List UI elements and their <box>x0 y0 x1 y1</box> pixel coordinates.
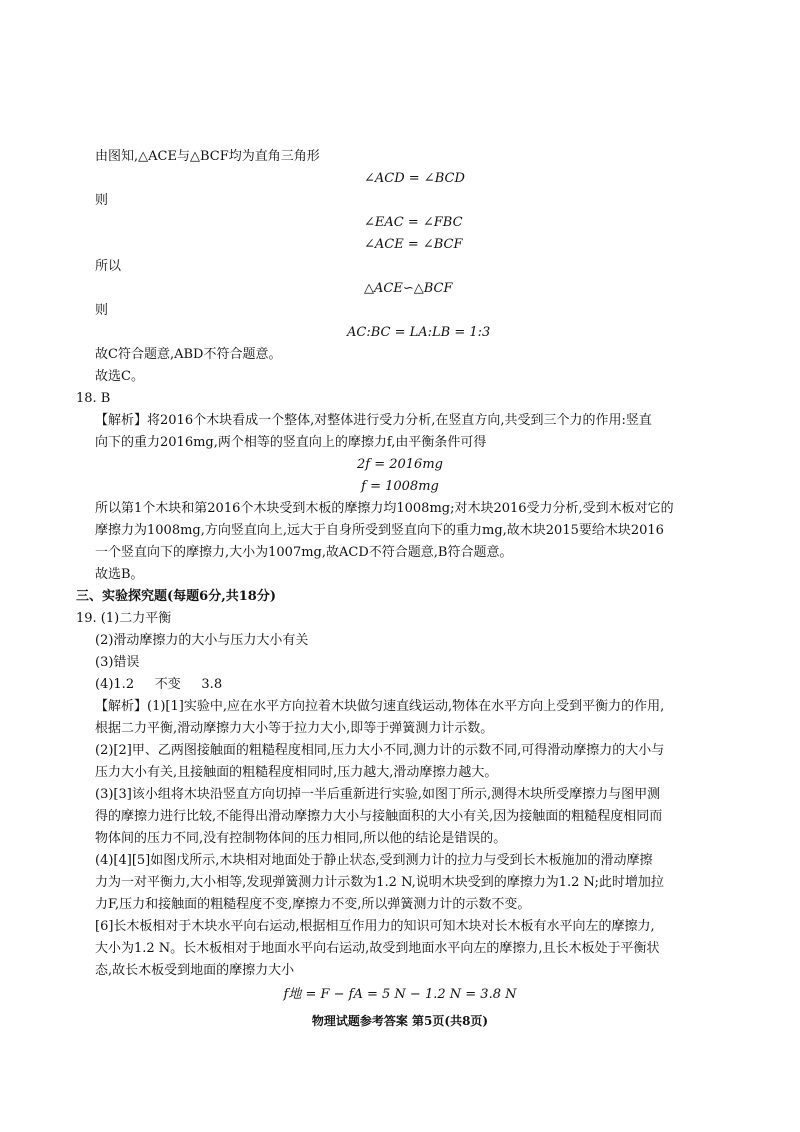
q17-equation-4: △ACE∽△BCF <box>364 281 453 296</box>
q19-para-10: 力F,压力和接触面的粗糙程度不变,摩擦力不变,所以弹簧测力计的示数不变。 <box>95 897 531 912</box>
q19-equation-1: f地 = F − fA = 5 N − 1.2 N = 3.8 N <box>283 987 517 1002</box>
q19-para-2: 根据二力平衡,滑动摩擦力大小等于拉力大小,即等于弹簧测力计示数。 <box>95 721 494 736</box>
q17-line-4: 则 <box>95 303 109 318</box>
q19-para-5: (3)[3]该小组将木块沿竖直方向切掉一半后重新进行实验,如图丁所示,测得木块所受摩擦力与图甲测 <box>95 787 661 802</box>
q18-para-6: 故选B。 <box>95 567 144 582</box>
q18-para-1: 【解析】将2016个木块看成一个整体,对整体进行受力分析,在竖直方向,共受到三个力的作用:竖直 <box>95 413 652 428</box>
q18-para-2: 向下的重力2016mg,两个相等的竖直向上的摩擦力f,由平衡条件可得 <box>95 435 487 450</box>
q18-answer: 18. B <box>76 391 111 406</box>
q19-para-13: 态,故长木板受到地面的摩擦力大小 <box>95 963 295 978</box>
q17-line-2: 则 <box>95 193 109 208</box>
q19-answer-3: (3)错误 <box>95 655 140 670</box>
q19-para-9: 力为一对平衡力,大小相等,发现弹簧测力计示数为1.2 N,说明木块受到的摩擦力为1.2 N;此时增加拉 <box>95 875 664 890</box>
q19-para-8: (4)[4][5]如图戊所示,木块相对地面处于静止状态,受到测力计的拉力与受到长木板施加的滑动摩擦 <box>95 853 653 868</box>
q17-line-5: 故C符合题意,ABD不符合题意。 <box>95 347 282 362</box>
page-footer: 物理试题参考答案 第5页(共8页) <box>311 1014 489 1028</box>
q19-para-4: 压力大小有关,且接触面的粗糙程度相同时,压力越大,滑动摩擦力越大。 <box>95 765 498 780</box>
q17-equation-5: AC:BC = LA:LB = 1:3 <box>347 325 491 340</box>
section-3-heading: 三、实验探究题(每题6分,共18分) <box>76 589 276 604</box>
q18-equation-2: f = 1008mg <box>361 479 439 494</box>
q17-equation-1: ∠ACD = ∠BCD <box>364 171 465 186</box>
q19-para-1: 【解析】(1)[1]实验中,应在水平方向拉着木块做匀速直线运动,物体在水平方向上受到平衡力的作用, <box>95 699 665 714</box>
q19-para-11: [6]长木板相对于木块水平向右运动,根据相互作用力的知识可知木块对长木板有水平向左的摩擦力, <box>95 919 655 934</box>
q19-para-12: 大小为1.2 N。长木板相对于地面水平向右运动,故受到地面水平向左的摩擦力,且长木板处于平衡状 <box>95 941 660 956</box>
q17-line-6: 故选C。 <box>95 369 144 384</box>
q18-para-3: 所以第1个木块和第2016个木块受到木板的摩擦力均1008mg;对木块2016受力分析,受到木板对它的 <box>95 501 674 516</box>
q19-answer-4: (4)1.2 不变 3.8 <box>95 677 223 692</box>
q17-line-3: 所以 <box>95 259 122 274</box>
q17-equation-3: ∠ACE = ∠BCF <box>364 237 463 252</box>
q18-para-5: 一个竖直向下的摩擦力,大小为1007mg,故ACD不符合题意,B符合题意。 <box>95 545 513 560</box>
q17-line-1: 由图知,△ACE与△BCF均为直角三角形 <box>95 149 320 164</box>
q19-answer-1: 19. (1)二力平衡 <box>76 611 172 626</box>
q19-answer-2: (2)滑动摩擦力的大小与压力大小有关 <box>95 633 309 648</box>
q19-para-6: 得的摩擦力进行比较,不能得出滑动摩擦力大小与接触面积的大小有关,因为接触面的粗糙程度相同而 <box>95 809 663 824</box>
q18-para-4: 摩擦力为1008mg,方向竖直向上,远大于自身所受到竖直向下的重力mg,故木块2015要给木块2016 <box>95 523 664 538</box>
q19-para-7: 物体间的压力不同,没有控制物体间的压力相同,所以他的结论是错误的。 <box>95 831 507 846</box>
q19-para-3: (2)[2]甲、乙两图接触面的粗糙程度相同,压力大小不同,测力计的示数不同,可得滑动摩擦力的大小与 <box>95 743 665 758</box>
q18-equation-1: 2f = 2016mg <box>357 457 443 472</box>
q17-equation-2: ∠EAC = ∠FBC <box>364 215 463 230</box>
